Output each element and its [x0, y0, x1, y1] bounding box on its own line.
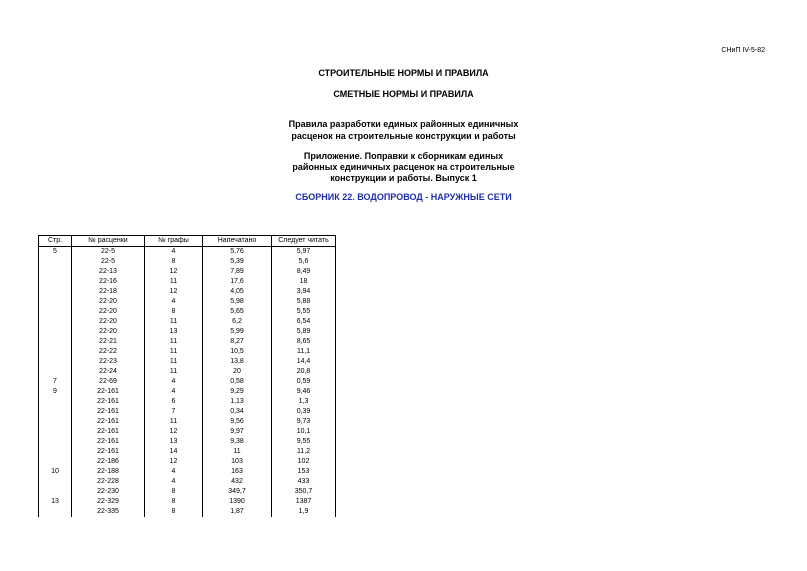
cell-should-read: 1387 [272, 497, 336, 507]
table-row [39, 437, 336, 447]
cell-rate-number: 22-22 [72, 347, 145, 357]
cell-page: 9 [39, 387, 72, 397]
cell-printed: 5,39 [203, 257, 272, 267]
cell-should-read: 5,97 [272, 247, 336, 258]
corrections-table [38, 235, 336, 517]
cell-should-read: 18 [272, 277, 336, 287]
cell-printed: 163 [203, 467, 272, 477]
cell-should-read: 5,89 [272, 327, 336, 337]
cell-printed: 103 [203, 457, 272, 467]
cell-should-read: 0,39 [272, 407, 336, 417]
table-header-row [39, 236, 336, 247]
cell-printed: 9,29 [203, 387, 272, 397]
cell-printed: 0,34 [203, 407, 272, 417]
cell-should-read: 5,6 [272, 257, 336, 267]
cell-column-number: 13 [145, 437, 203, 447]
cell-column-number: 11 [145, 347, 203, 357]
cell-rate-number: 22-188 [72, 467, 145, 477]
cell-page: 5 [39, 247, 72, 258]
table-row [39, 347, 336, 357]
cell-page: 10 [39, 467, 72, 477]
table-row [39, 417, 336, 427]
cell-page [39, 477, 72, 487]
table-row [39, 467, 336, 477]
cell-page [39, 367, 72, 377]
table-row [39, 497, 336, 507]
cell-should-read: 9,73 [272, 417, 336, 427]
table-row [39, 477, 336, 487]
cell-should-read: 6,54 [272, 317, 336, 327]
cell-should-read: 1,9 [272, 507, 336, 517]
cell-column-number: 8 [145, 507, 203, 517]
table-row [39, 247, 336, 258]
cell-should-read: 8,49 [272, 267, 336, 277]
cell-printed: 7,89 [203, 267, 272, 277]
cell-column-number: 12 [145, 427, 203, 437]
cell-printed: 20 [203, 367, 272, 377]
cell-page [39, 457, 72, 467]
cell-column-number: 11 [145, 337, 203, 347]
cell-should-read: 11,1 [272, 347, 336, 357]
cell-rate-number: 22-228 [72, 477, 145, 487]
header-printed: Напечатано [203, 236, 272, 247]
cell-page [39, 447, 72, 457]
cell-page: 7 [39, 377, 72, 387]
cell-printed: 9,97 [203, 427, 272, 437]
cell-column-number: 12 [145, 267, 203, 277]
cell-page: 13 [39, 497, 72, 507]
cell-page [39, 257, 72, 267]
table-row [39, 507, 336, 517]
table-row [39, 367, 336, 377]
cell-should-read: 1,3 [272, 397, 336, 407]
cell-page [39, 437, 72, 447]
cell-column-number: 4 [145, 247, 203, 258]
cell-page [39, 297, 72, 307]
cell-rate-number: 22-16 [72, 277, 145, 287]
cell-rate-number: 22-5 [72, 257, 145, 267]
cell-printed: 5,65 [203, 307, 272, 317]
table-row [39, 287, 336, 297]
cell-column-number: 7 [145, 407, 203, 417]
cell-printed: 9,56 [203, 417, 272, 427]
table-row [39, 277, 336, 287]
appendix-title-line: Приложение. Поправки к сборникам единых [303, 151, 504, 161]
cell-page [39, 277, 72, 287]
cell-should-read: 0,59 [272, 377, 336, 387]
rules-title [0, 118, 807, 142]
cell-column-number: 4 [145, 297, 203, 307]
cell-column-number: 4 [145, 387, 203, 397]
cell-should-read: 153 [272, 467, 336, 477]
cell-page [39, 307, 72, 317]
table-row [39, 257, 336, 267]
cell-rate-number: 22-230 [72, 487, 145, 497]
cell-rate-number: 22-69 [72, 377, 145, 387]
cell-page [39, 347, 72, 357]
cell-column-number: 13 [145, 327, 203, 337]
cell-rate-number: 22-335 [72, 507, 145, 517]
cell-page [39, 287, 72, 297]
cell-page [39, 407, 72, 417]
table-row [39, 447, 336, 457]
cell-rate-number: 22-161 [72, 407, 145, 417]
table-row [39, 407, 336, 417]
rules-title-line: Правила разработки единых районных единичных [288, 119, 519, 129]
table-row [39, 297, 336, 307]
cell-column-number: 4 [145, 377, 203, 387]
cell-printed: 8,27 [203, 337, 272, 347]
cell-column-number: 11 [145, 367, 203, 377]
cell-should-read: 3,94 [272, 287, 336, 297]
table-row [39, 457, 336, 467]
cell-rate-number: 22-21 [72, 337, 145, 347]
cell-page [39, 317, 72, 327]
cell-rate-number: 22-18 [72, 287, 145, 297]
cell-rate-number: 22-20 [72, 327, 145, 337]
cell-rate-number: 22-161 [72, 397, 145, 407]
cell-column-number: 11 [145, 277, 203, 287]
table-row [39, 337, 336, 347]
document-code: СНиП IV-5-82 [721, 47, 765, 54]
header-column-number: № графы [145, 236, 203, 247]
cell-rate-number: 22-20 [72, 297, 145, 307]
table-row [39, 357, 336, 367]
appendix-title [0, 151, 807, 184]
cell-rate-number: 22-161 [72, 437, 145, 447]
table-row [39, 267, 336, 277]
cell-should-read: 433 [272, 477, 336, 487]
cell-should-read: 9,46 [272, 387, 336, 397]
cell-rate-number: 22-23 [72, 357, 145, 367]
cell-page [39, 507, 72, 517]
cell-should-read: 102 [272, 457, 336, 467]
cell-rate-number: 22-20 [72, 307, 145, 317]
table-row [39, 307, 336, 317]
cell-rate-number: 22-20 [72, 317, 145, 327]
rules-title-line: расценок на строительные конструкции и работы [291, 131, 516, 141]
cell-column-number: 8 [145, 487, 203, 497]
cell-printed: 5,76 [203, 247, 272, 258]
cell-printed: 10,5 [203, 347, 272, 357]
header-page: Стр. [39, 236, 72, 247]
main-title: СТРОИТЕЛЬНЫЕ НОРМЫ И ПРАВИЛА [318, 68, 489, 78]
cell-should-read: 5,55 [272, 307, 336, 317]
table-row [39, 387, 336, 397]
cell-column-number: 11 [145, 357, 203, 367]
cell-column-number: 4 [145, 467, 203, 477]
cell-page [39, 337, 72, 347]
collection-title: СБОРНИК 22. ВОДОПРОВОД - НАРУЖНЫЕ СЕТИ [295, 192, 512, 202]
cell-page [39, 327, 72, 337]
cell-should-read: 11,2 [272, 447, 336, 457]
cell-column-number: 11 [145, 317, 203, 327]
cell-column-number: 8 [145, 497, 203, 507]
subtitle: СМЕТНЫЕ НОРМЫ И ПРАВИЛА [333, 89, 474, 99]
cell-rate-number: 22-161 [72, 447, 145, 457]
cell-rate-number: 22-161 [72, 387, 145, 397]
cell-printed: 1390 [203, 497, 272, 507]
cell-should-read: 350,7 [272, 487, 336, 497]
cell-rate-number: 22-24 [72, 367, 145, 377]
header-rate-number: № расценки [72, 236, 145, 247]
cell-column-number: 14 [145, 447, 203, 457]
cell-rate-number: 22-13 [72, 267, 145, 277]
appendix-title-line: районных единичных расценок на строительные [292, 162, 515, 172]
table-body [39, 247, 336, 518]
cell-should-read: 9,55 [272, 437, 336, 447]
cell-printed: 13,8 [203, 357, 272, 367]
cell-column-number: 8 [145, 257, 203, 267]
cell-page [39, 357, 72, 367]
cell-printed: 1,87 [203, 507, 272, 517]
header-should-read: Следует читать [272, 236, 336, 247]
cell-column-number: 11 [145, 417, 203, 427]
table-row [39, 327, 336, 337]
cell-printed: 1,13 [203, 397, 272, 407]
cell-rate-number: 22-161 [72, 417, 145, 427]
cell-printed: 9,38 [203, 437, 272, 447]
table-row [39, 397, 336, 407]
cell-should-read: 10,1 [272, 427, 336, 437]
cell-printed: 17,6 [203, 277, 272, 287]
cell-page [39, 427, 72, 437]
cell-column-number: 12 [145, 287, 203, 297]
cell-page [39, 397, 72, 407]
cell-printed: 5,99 [203, 327, 272, 337]
cell-page [39, 267, 72, 277]
appendix-title-line: конструкции и работы. Выпуск 1 [330, 173, 477, 183]
cell-rate-number: 22-186 [72, 457, 145, 467]
cell-column-number: 12 [145, 457, 203, 467]
cell-column-number: 4 [145, 477, 203, 487]
cell-should-read: 5,88 [272, 297, 336, 307]
cell-printed: 6,2 [203, 317, 272, 327]
cell-column-number: 8 [145, 307, 203, 317]
cell-page [39, 417, 72, 427]
table-row [39, 377, 336, 387]
cell-printed: 432 [203, 477, 272, 487]
cell-printed: 5,98 [203, 297, 272, 307]
cell-page [39, 487, 72, 497]
cell-should-read: 14,4 [272, 357, 336, 367]
table-row [39, 317, 336, 327]
cell-should-read: 8,65 [272, 337, 336, 347]
cell-should-read: 20,8 [272, 367, 336, 377]
cell-printed: 4,05 [203, 287, 272, 297]
cell-column-number: 6 [145, 397, 203, 407]
table-row [39, 487, 336, 497]
cell-printed: 11 [203, 447, 272, 457]
cell-rate-number: 22-5 [72, 247, 145, 258]
cell-printed: 349,7 [203, 487, 272, 497]
cell-rate-number: 22-329 [72, 497, 145, 507]
cell-rate-number: 22-161 [72, 427, 145, 437]
table-row [39, 427, 336, 437]
cell-printed: 0,58 [203, 377, 272, 387]
